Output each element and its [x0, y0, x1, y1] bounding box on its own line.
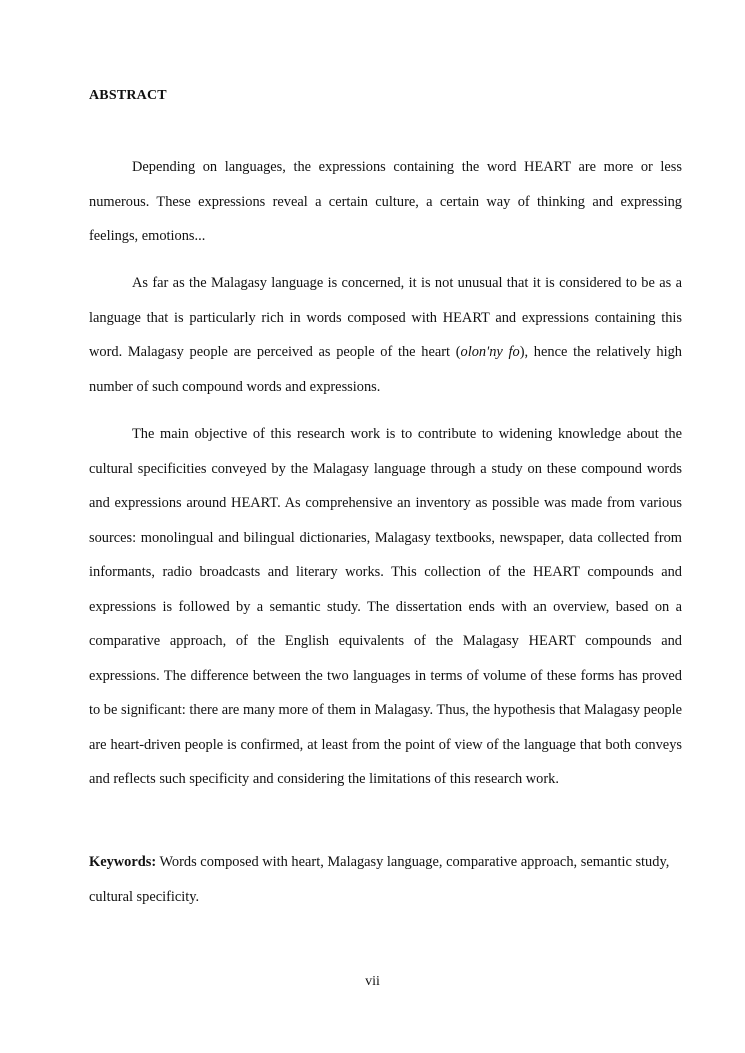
keywords-text: Words composed with heart, Malagasy language, comparative approach, semantic study, cultural specificity.: [89, 854, 670, 905]
page-number: vii: [365, 974, 380, 989]
paragraph-2-text-start: As far as the Malagasy language is concerned, it is not unusual that it is considered to be as a language that is particularly rich in words composed with HEART and expressions containing this word. Malagasy people are perceived as people of the heart (: [89, 275, 682, 360]
malagasy-term: olon'ny fo: [460, 344, 520, 360]
page-title: ABSTRACT: [89, 88, 167, 103]
keywords-label: Keywords:: [89, 854, 157, 870]
paragraph-2-text-end: ), hence the relatively high number of such compound words and expressions.: [89, 344, 682, 395]
abstract-paragraph-3: The main objective of this research work is to contribute to widening knowledge about the cultural specificities conveyed by the Malagasy language through a study on these compound words and expressions around HEART. As comprehensive an inventory as possible was made from various sources: monolingual and bilingual dictionaries, Malagasy textbooks, newspaper, data collected from informants, radio broadcasts and literary works. This collection of the HEART compounds and expressions is followed by a semantic study. The dissertation ends with an overview, based on a comparative approach, of the English equivalents of the Malagasy HEART compounds and expressions. The difference between the two languages in terms of volume of these forms has proved to be significant: there are many more of them in Malagasy. Thus, the hypothesis that Malagasy people are heart-driven people is confirmed, at least from the point of view of the language that both conveys and reflects such specificity and considering the limitations of this research work.: [89, 426, 682, 787]
keywords: [89, 845, 682, 914]
abstract-paragraph-1: Depending on languages, the expressions containing the word HEART are more or less numerous. These expressions reveal a certain culture, a certain way of thinking and expressing feelings, emotions...: [89, 159, 682, 244]
abstract-paragraph-2: [89, 266, 682, 404]
